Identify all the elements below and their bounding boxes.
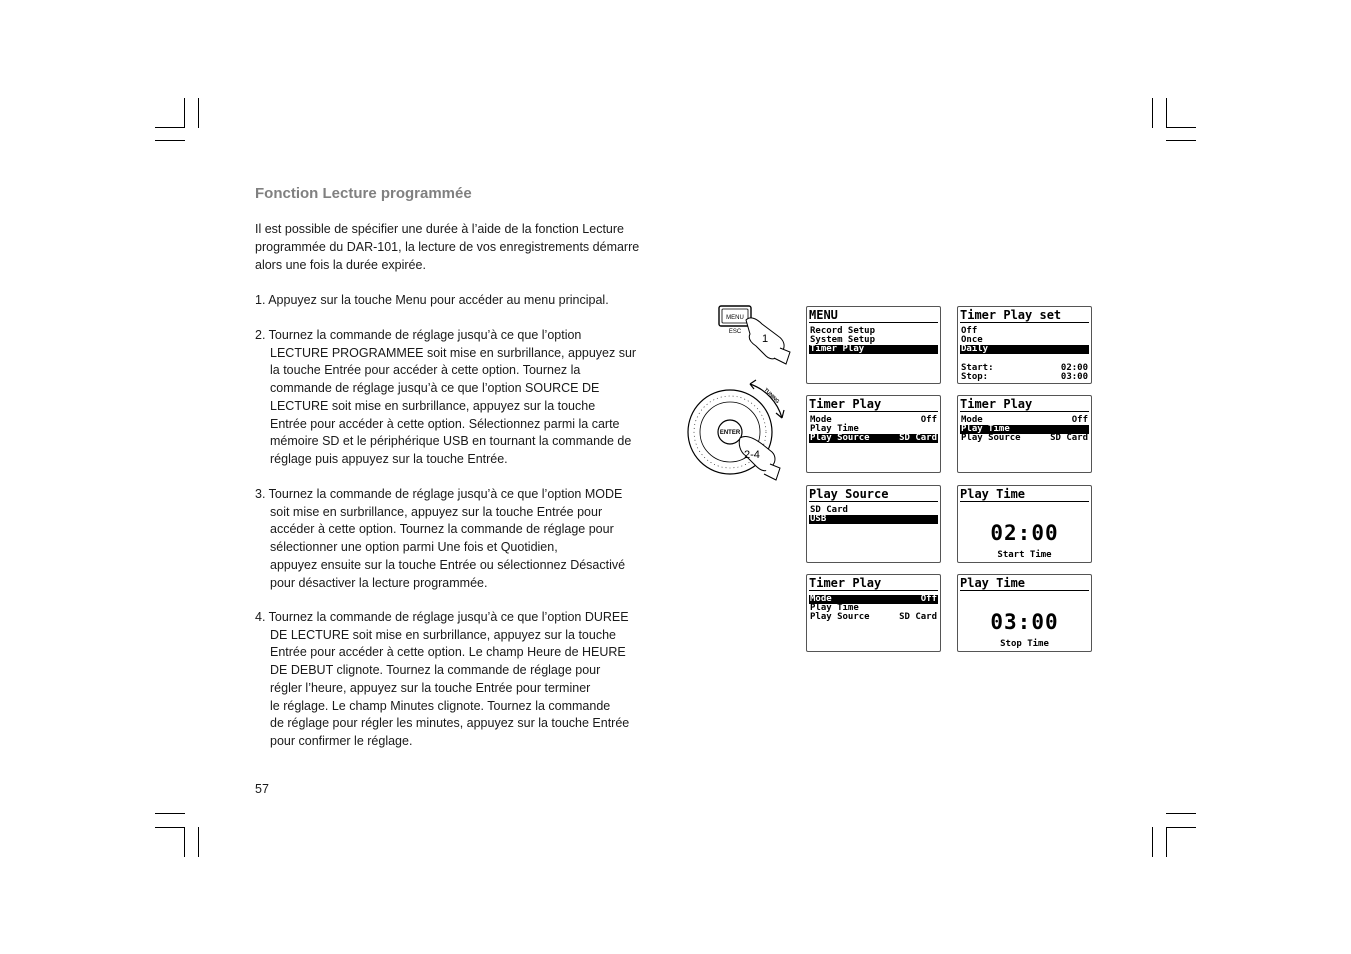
lcd-divider [960, 322, 1089, 323]
step-2 [255, 327, 675, 469]
play-time-row: Play Time [810, 424, 859, 434]
play-source-row: Play Source SD Card [961, 433, 1088, 443]
esc-label: ESC [728, 329, 742, 335]
stop-time-value: 03:00 [990, 610, 1059, 634]
lcd-divider [809, 322, 938, 323]
step-line: LECTURE soit mise en surbrillance, appuyez sur la touche [270, 398, 596, 413]
mode-row: Mode Off [810, 594, 937, 604]
enter-key-label: ENTER [719, 430, 741, 436]
step-line: appuyez ensuite sur la touche Entrée ou sélectionnez Désactivé [270, 557, 626, 572]
lcd-title: Timer Play set [960, 308, 1062, 322]
play-time-row: Play Time [810, 603, 859, 613]
lcd-timer-play-source-screen [806, 395, 941, 473]
menu-item-system-setup: System Setup [810, 335, 876, 345]
stop-time-caption: Stop Time [1000, 639, 1049, 649]
step-line: 3. Tournez la commande de réglage jusqu’à ce que l’option MODE [255, 487, 623, 501]
intro-paragraph [255, 221, 675, 274]
menu-item-record-setup: Record Setup [810, 326, 876, 336]
play-source-row: Play Source SD Card [810, 433, 937, 443]
step-line: LECTURE PROGRAMMEE soit mise en surbrillance, appuyez sur [270, 345, 637, 360]
step-line: 4. Tournez la commande de réglage jusqu’à ce que l’option DUREE [255, 610, 629, 624]
lcd-divider [960, 590, 1089, 591]
lcd-timer-play-time-screen [957, 395, 1092, 473]
lcd-play-time-start-screen [957, 485, 1092, 563]
step-line: 1. Appuyez sur la touche Menu pour accéder au menu principal. [255, 293, 609, 307]
lcd-divider [809, 501, 938, 502]
lcd-menu-screen [806, 306, 941, 384]
step-line: DE LECTURE soit mise en surbrillance, appuyez sur la touche [270, 627, 616, 642]
lcd-play-time-stop-screen [957, 574, 1092, 652]
intro-line: alors une fois la durée expirée. [255, 257, 426, 272]
tuning-label: TUNING [762, 387, 781, 405]
step-line: accéder à cette option. Tournez la commande de réglage pour [270, 522, 614, 537]
menu-item-timer-play: Timer Play [809, 345, 938, 354]
step-line: DE DEBUT clignote. Tournez la commande de réglage pour [270, 663, 601, 678]
lcd-title: Timer Play [809, 576, 882, 590]
step-line: commande de réglage jusqu’à ce que l’option SOURCE DE [270, 381, 600, 396]
intro-line: Il est possible de spécifier une durée à l’aide de la fonction Lecture [255, 222, 624, 236]
step-line: 2. Tournez la commande de réglage jusqu’à ce que l’option [255, 328, 582, 342]
lcd-divider [809, 590, 938, 591]
lcd-timer-play-mode-screen [806, 574, 941, 652]
stop-row: Stop: 03:00 [961, 372, 1088, 382]
lcd-divider [960, 411, 1089, 412]
lcd-title: Play Time [960, 576, 1026, 590]
tuning-dial-diagram [684, 378, 794, 488]
intro-line: programmée du DAR-101, la lecture de vos enregistrements démarre [255, 239, 640, 254]
source-usb: USB [809, 515, 938, 524]
option-once: Once [961, 335, 983, 345]
mode-row: Mode Off [810, 415, 937, 425]
step-2-4-marker: 2-4 [744, 449, 760, 461]
mode-row: Mode Off [961, 415, 1088, 425]
lcd-title: Play Time [960, 487, 1026, 501]
step-line: régler l’heure, appuyez sur la touche Entrée pour terminer [270, 680, 591, 695]
step-line: soit mise en surbrillance, appuyez sur la touche Entrée pour [270, 504, 603, 519]
step-3 [255, 486, 675, 592]
step-1 [255, 292, 675, 310]
step-line: sélectionner une option parmi Une fois et Quotidien, [270, 540, 558, 555]
step-1-marker: 1 [762, 333, 769, 345]
step-line: Entrée pour accéder à cette option. Sélectionnez parmi la carte [270, 416, 620, 431]
lcd-title: Timer Play [809, 397, 882, 411]
start-row: Start: 02:00 [961, 363, 1088, 373]
step-line: la touche Entrée pour accéder à cette option. Tournez la [270, 363, 581, 378]
lcd-title: Timer Play [960, 397, 1033, 411]
step-line: pour confirmer le réglage. [270, 733, 413, 748]
step-line: le réglage. Le champ Minutes clignote. Tournez la commande [270, 698, 611, 713]
lcd-timer-play-set-screen [957, 306, 1092, 384]
step-line: mémoire SD et le périphérique USB en tournant la commande de [270, 434, 632, 449]
option-daily: Daily [960, 345, 1089, 354]
lcd-play-source-screen [806, 485, 941, 563]
menu-key-diagram [710, 300, 800, 370]
step-line: de réglage pour régler les minutes, appuyez sur la touche Entrée [270, 716, 630, 731]
step-line: réglage puis appuyez sur la touche Entrée. [270, 451, 508, 466]
play-time-row: Play Time [960, 425, 1089, 434]
play-source-row: Play Source SD Card [810, 612, 937, 622]
lcd-title: MENU [809, 308, 838, 322]
lcd-divider [809, 411, 938, 412]
start-time-caption: Start Time [997, 550, 1052, 560]
page-number: 57 [255, 782, 269, 796]
menu-key-label: MENU [726, 315, 744, 321]
lcd-title: Play Source [809, 487, 889, 501]
page-title: Fonction Lecture programmée [255, 185, 472, 202]
option-off: Off [961, 326, 978, 336]
step-4 [255, 609, 675, 751]
source-sd-card: SD Card [810, 505, 848, 515]
start-time-value: 02:00 [990, 521, 1059, 545]
step-line: Entrée pour accéder à cette option. Le champ Heure de HEURE [270, 645, 626, 660]
lcd-divider [960, 501, 1089, 502]
step-line: pour désactiver la lecture programmée. [270, 575, 488, 590]
